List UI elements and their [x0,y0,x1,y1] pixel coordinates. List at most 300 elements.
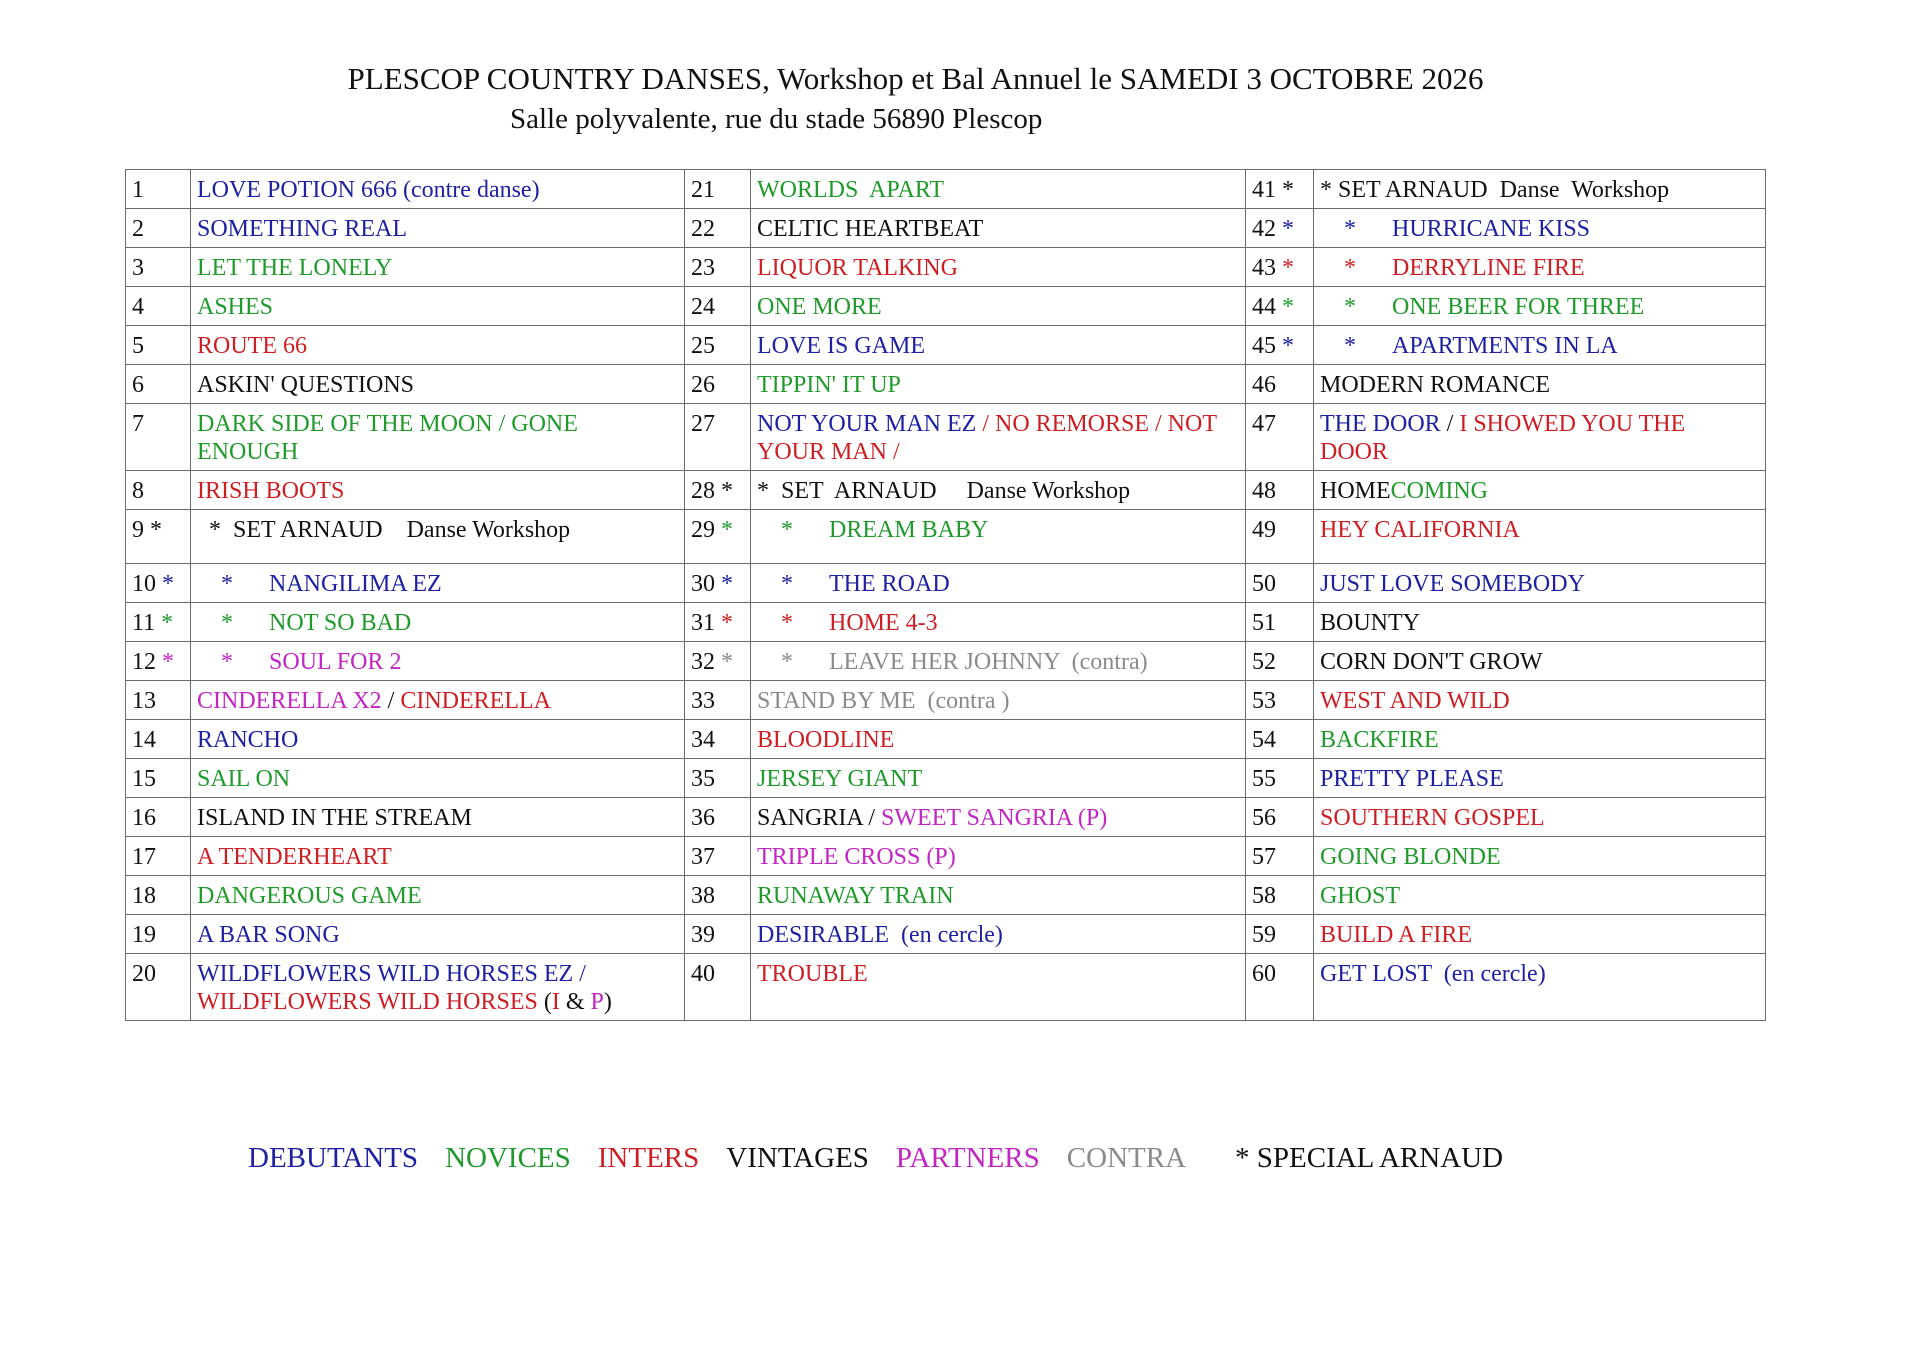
dance-title: GHOST [1320,883,1401,909]
dance-number-cell [126,954,191,1021]
table-row [126,170,1766,209]
dance-title: * SET ARNAUD Danse Workshop [757,478,1131,504]
dance-title: LEAVE HER JOHNNY (contra) [829,649,1148,675]
dance-number: 19 [132,922,156,948]
dance-number-cell [685,837,751,876]
dance-title-cell [751,642,1246,681]
dance-number-cell [685,510,751,564]
special-marker: * [1282,216,1294,242]
dance-number: 43 [1252,255,1276,281]
dance-number: 29 [691,517,715,543]
dance-number: 12 [132,649,156,675]
dance-number: 60 [1252,961,1276,987]
table-row [126,681,1766,720]
table-row [126,365,1766,404]
dance-number: 40 [691,961,715,987]
dance-number-cell [685,876,751,915]
dance-title: PRETTY PLEASE [1320,766,1504,792]
dance-title: / [381,688,401,714]
dance-number-cell [126,564,191,603]
dance-number: 50 [1252,571,1276,597]
dance-title-cell [751,564,1246,603]
workshop-title-wrap [1392,216,1590,242]
dance-title: GET LOST [1320,961,1432,987]
dance-title-cell [1314,564,1766,603]
dance-title-cell [1314,471,1766,510]
dance-number: 23 [691,255,715,281]
workshop-star: * [1344,255,1356,281]
dance-number-cell [1246,642,1314,681]
dance-number: 51 [1252,610,1276,636]
dance-title: HOME [1320,478,1391,504]
dance-list-table [125,169,1766,1021]
dance-number-cell [126,209,191,248]
dance-title: LOVE IS GAME [757,333,925,359]
dance-title: (en cercle) [1431,961,1546,987]
dance-number: 28 [691,478,715,504]
dance-number: 33 [691,688,715,714]
dance-number: 15 [132,766,156,792]
dance-title-cell [751,248,1246,287]
dance-number: 17 [132,844,156,870]
dance-number-cell [126,681,191,720]
legend-item-inters: INTERS [597,1142,700,1174]
dance-number-cell [685,759,751,798]
dance-number-cell [1246,837,1314,876]
dance-number: 44 [1252,294,1276,320]
dance-number-cell [685,954,751,1021]
dance-title-cell [751,681,1246,720]
dance-number: 55 [1252,766,1276,792]
table-row [126,603,1766,642]
dance-title-cell [191,759,685,798]
dance-title-cell [751,471,1246,510]
dance-number: 53 [1252,688,1276,714]
dance-number: 56 [1252,805,1276,831]
dance-title: CINDERELLA X2 [197,688,382,714]
special-marker: * [721,478,733,504]
dance-title-cell [751,603,1246,642]
workshop-title-wrap [829,649,1148,675]
dance-title-cell [751,404,1246,471]
dance-number-cell [1246,603,1314,642]
dance-number: 20 [132,961,156,987]
dance-title: COMING [1390,478,1489,504]
workshop-title-wrap [269,649,401,675]
dance-title-cell [1314,287,1766,326]
dance-number: 4 [132,294,144,320]
table-row [126,248,1766,287]
dance-title-cell [751,510,1246,564]
special-marker: * [161,610,174,636]
dance-number-cell [1246,365,1314,404]
workshop-title-wrap [269,571,442,597]
dance-title: ROUTE 66 [197,333,307,359]
dance-number-cell [1246,681,1314,720]
dance-number-cell [126,798,191,837]
table-row [126,642,1766,681]
dance-number: 10 [132,571,156,597]
special-marker: * [1282,177,1294,203]
dance-title-cell [1314,720,1766,759]
dance-number-cell [126,248,191,287]
workshop-title-wrap [829,517,988,543]
dance-number-cell [1246,471,1314,510]
table-row [126,510,1766,564]
dance-title-cell [191,876,685,915]
workshop-star: * [781,571,793,597]
legend-item-debutants: DEBUTANTS [248,1142,419,1174]
dance-number-cell [1246,326,1314,365]
dance-title: ONE BEER FOR THREE [1392,294,1645,320]
dance-number-cell [1246,759,1314,798]
workshop-star: * [221,649,233,675]
table-row [126,759,1766,798]
dance-title-cell [191,954,685,1021]
dance-number: 59 [1252,922,1276,948]
workshop-sub-item [781,517,988,543]
dance-number: 54 [1252,727,1276,753]
dance-number: 27 [691,411,715,437]
dance-number: 45 [1252,333,1276,359]
dance-number: 32 [691,649,715,675]
table-row [126,326,1766,365]
dance-number-cell [685,798,751,837]
dance-title-cell [1314,798,1766,837]
workshop-sub-item [1344,216,1590,242]
dance-title-cell [751,720,1246,759]
dance-title: BACKFIRE [1320,727,1439,753]
dance-number: 1 [132,177,144,203]
dance-title: THE DOOR [1320,411,1441,437]
dance-number: 48 [1252,478,1276,504]
dance-title: HEY CALIFORNIA [1320,517,1520,543]
dance-number-cell [1246,248,1314,287]
dance-title: CELTIC HEARTBEAT [757,216,984,242]
table-row [126,404,1766,471]
dance-title: WORLDS APART [757,177,945,203]
special-marker: * [1282,333,1294,359]
dance-title-cell [1314,954,1766,1021]
dance-number: 7 [132,411,144,437]
workshop-title-wrap [829,571,950,597]
dance-title: TROUBLE [757,961,868,987]
dance-title: / [1440,411,1460,437]
dance-title-cell [1314,876,1766,915]
dance-title: SWEET SANGRIA (P) [881,805,1108,831]
table-row [126,915,1766,954]
dance-number-cell [1246,564,1314,603]
dance-number-cell [685,365,751,404]
table-row [126,876,1766,915]
dance-title-cell [191,603,685,642]
dance-title: APARTMENTS IN LA [1392,333,1618,359]
dance-number: 57 [1252,844,1276,870]
color-legend [248,1140,1530,1176]
dance-number: 9 [132,517,144,543]
dance-number: 35 [691,766,715,792]
dance-title: ( [537,989,552,1015]
dance-number-cell [1246,720,1314,759]
dance-title-cell [1314,837,1766,876]
dance-title-cell [191,720,685,759]
dance-title-cell [191,287,685,326]
dance-title: ASHES [197,294,274,320]
dance-title-cell [751,287,1246,326]
workshop-star: * [221,610,233,636]
dance-title-cell [1314,510,1766,564]
dance-number: 2 [132,216,144,242]
dance-number: 42 [1252,216,1276,242]
special-marker: * [1282,294,1294,320]
dance-number: 39 [691,922,715,948]
dance-title-cell [1314,170,1766,209]
dance-title: LIQUOR TALKING [757,255,958,281]
dance-number-cell [685,209,751,248]
dance-title-cell [191,837,685,876]
dance-title: CINDERELLA [400,688,551,714]
dance-number-cell [126,471,191,510]
dance-number: 6 [132,372,144,398]
dance-number-cell [685,603,751,642]
dance-number: 22 [691,216,715,242]
workshop-title-wrap [1392,255,1585,281]
workshop-sub-item [781,610,938,636]
dance-number: 5 [132,333,144,359]
dance-title-cell [1314,209,1766,248]
dance-number-cell [685,915,751,954]
workshop-star: * [221,571,233,597]
legend-item-novices: NOVICES [445,1142,571,1174]
dance-title: NOT SO BAD [269,610,412,636]
dance-number: 49 [1252,517,1276,543]
dance-number-cell [126,510,191,564]
dance-number: 11 [132,610,156,636]
dance-title: ISLAND IN THE STREAM [197,805,472,831]
dance-title: BOUNTY [1320,610,1420,636]
workshop-sub-item [781,649,1148,675]
dance-title: A BAR SONG [197,922,340,948]
dance-title: THE ROAD [829,571,950,597]
dance-title-cell [191,510,685,564]
table-row [126,798,1766,837]
dance-title-cell [191,326,685,365]
dance-title-cell [191,564,685,603]
dance-number: 37 [691,844,715,870]
workshop-star: * [1344,333,1356,359]
dance-number: 3 [132,255,144,281]
dance-number-cell [126,365,191,404]
special-marker: * [162,571,174,597]
dance-title-cell [751,326,1246,365]
dance-number-cell [1246,170,1314,209]
dance-title: TRIPLE CROSS (P) [757,844,956,870]
dance-title: SAIL ON [197,766,291,792]
dance-number-cell [126,287,191,326]
table-row [126,564,1766,603]
dance-title-cell [751,759,1246,798]
dance-number: 25 [691,333,715,359]
dance-number-cell [1246,404,1314,471]
workshop-star: * [781,610,793,636]
dance-number-cell [685,642,751,681]
workshop-title-wrap [1392,294,1644,320]
dance-title: NOT YOUR MAN EZ [757,411,977,437]
workshop-sub-item [1344,333,1618,359]
dance-title-cell [1314,603,1766,642]
workshop-sub-item [1344,294,1644,320]
workshop-title-wrap [269,610,411,636]
dance-title-cell [1314,248,1766,287]
dance-number-cell [1246,954,1314,1021]
dance-number-cell [126,404,191,471]
workshop-star: * [1344,294,1356,320]
dance-title-cell [191,642,685,681]
table-row [126,954,1766,1021]
dance-title: STAND BY ME (contra ) [757,688,1010,714]
workshop-star: * [1344,216,1356,242]
dance-title-cell [1314,915,1766,954]
dance-title: * SET ARNAUD Danse Workshop [1320,177,1670,203]
dance-number: 38 [691,883,715,909]
dance-title-cell [191,915,685,954]
special-marker: * [721,610,733,636]
dance-number-cell [126,876,191,915]
dance-number-cell [685,720,751,759]
dance-number-cell [685,564,751,603]
legend-item-special-arnaud: * SPECIAL ARNAUD [1235,1142,1504,1174]
dance-title: LET THE LONELY [197,255,393,281]
dance-number: 47 [1252,411,1276,437]
dance-title: I [551,989,560,1015]
dance-title: SOUTHERN GOSPEL [1320,805,1545,831]
workshop-sub-item [221,610,411,636]
dance-number: 36 [691,805,715,831]
dance-number-cell [1246,209,1314,248]
dance-title-cell [751,170,1246,209]
dance-title-cell [751,365,1246,404]
dance-title: A TENDERHEART [197,844,392,870]
dance-number-cell [126,759,191,798]
dance-number: 24 [691,294,715,320]
dance-title: WILDFLOWERS WILD HORSES EZ / [197,961,586,987]
special-marker: * [150,517,162,543]
dance-title: * SET ARNAUD Danse Workshop [197,517,571,543]
dance-number: 26 [691,372,715,398]
dance-title: RANCHO [197,727,299,753]
dance-title-cell [751,954,1246,1021]
dance-title: DREAM BABY [829,517,989,543]
dance-title-cell [191,681,685,720]
dance-number: 8 [132,478,144,504]
dance-number-cell [685,471,751,510]
table-row [126,287,1766,326]
dance-number: 34 [691,727,715,753]
dance-number: 13 [132,688,156,714]
workshop-sub-item [221,649,401,675]
dance-title: SOUL FOR 2 [269,649,402,675]
dance-title: HURRICANE KISS [1392,216,1591,242]
dance-title-cell [191,404,685,471]
dance-title-cell [1314,642,1766,681]
dance-number-cell [1246,798,1314,837]
dance-title: TIPPIN' IT UP [757,372,901,398]
dance-title: RUNAWAY TRAIN [757,883,954,909]
dance-title: CORN DON'T GROW [1320,649,1543,675]
dance-number-cell [1246,510,1314,564]
dance-number-cell [1246,876,1314,915]
dance-title-cell [1314,759,1766,798]
dance-title: LOVE POTION 666 (contre danse) [197,177,540,203]
special-marker: * [162,649,174,675]
dance-number-cell [1246,915,1314,954]
dance-number: 58 [1252,883,1276,909]
dance-number: 18 [132,883,156,909]
dance-title: DERRYLINE FIRE [1392,255,1585,281]
dance-title: BLOODLINE [757,727,895,753]
dance-number-cell [1246,287,1314,326]
dance-number-cell [685,326,751,365]
workshop-sub-item [1344,255,1585,281]
dance-title-cell [191,209,685,248]
dance-number-cell [126,326,191,365]
dance-number-cell [126,642,191,681]
dance-title-cell [191,471,685,510]
dance-title-cell [1314,365,1766,404]
dance-title-cell [751,209,1246,248]
dance-number-cell [685,170,751,209]
dance-number-cell [126,837,191,876]
special-marker: * [1282,255,1294,281]
dance-number-cell [685,681,751,720]
special-marker: * [721,649,733,675]
workshop-sub-item [781,571,950,597]
dance-number: 16 [132,805,156,831]
dance-title-cell [191,170,685,209]
dance-title: ONE MORE [757,294,882,320]
dance-number: 46 [1252,372,1276,398]
dance-title: ) [603,989,612,1015]
dance-number: 30 [691,571,715,597]
legend-item-partners: PARTNERS [895,1142,1040,1174]
dance-title: / NO REMORSE / NOT YOUR MAN / [757,411,1222,465]
dance-number: 52 [1252,649,1276,675]
dance-title-cell [191,798,685,837]
dance-title-cell [751,915,1246,954]
dance-number-cell [126,915,191,954]
table-row [126,209,1766,248]
dance-title-cell [1314,326,1766,365]
dance-title-cell [1314,681,1766,720]
dance-title: IRISH BOOTS [197,478,345,504]
workshop-star: * [781,517,793,543]
dance-title-cell [191,365,685,404]
dance-number-cell [685,287,751,326]
dance-title: SANGRIA / [757,805,882,831]
dance-title: SOMETHING REAL [197,216,407,242]
page-title: PLESCOP COUNTRY DANSES, Workshop et Bal Annuel le SAMEDI 3 OCTOBRE 2026 [347,61,1484,96]
dance-title: JERSEY GIANT [757,766,923,792]
dance-number: 31 [691,610,715,636]
workshop-sub-item [221,571,442,597]
dance-title: DARK SIDE OF THE MOON / GONE ENOUGH [197,411,584,465]
dance-number-cell [126,720,191,759]
table-row [126,471,1766,510]
dance-title: BUILD A FIRE [1320,922,1473,948]
dance-number: 21 [691,177,715,203]
dance-title-cell [1314,404,1766,471]
dance-title-cell [751,876,1246,915]
